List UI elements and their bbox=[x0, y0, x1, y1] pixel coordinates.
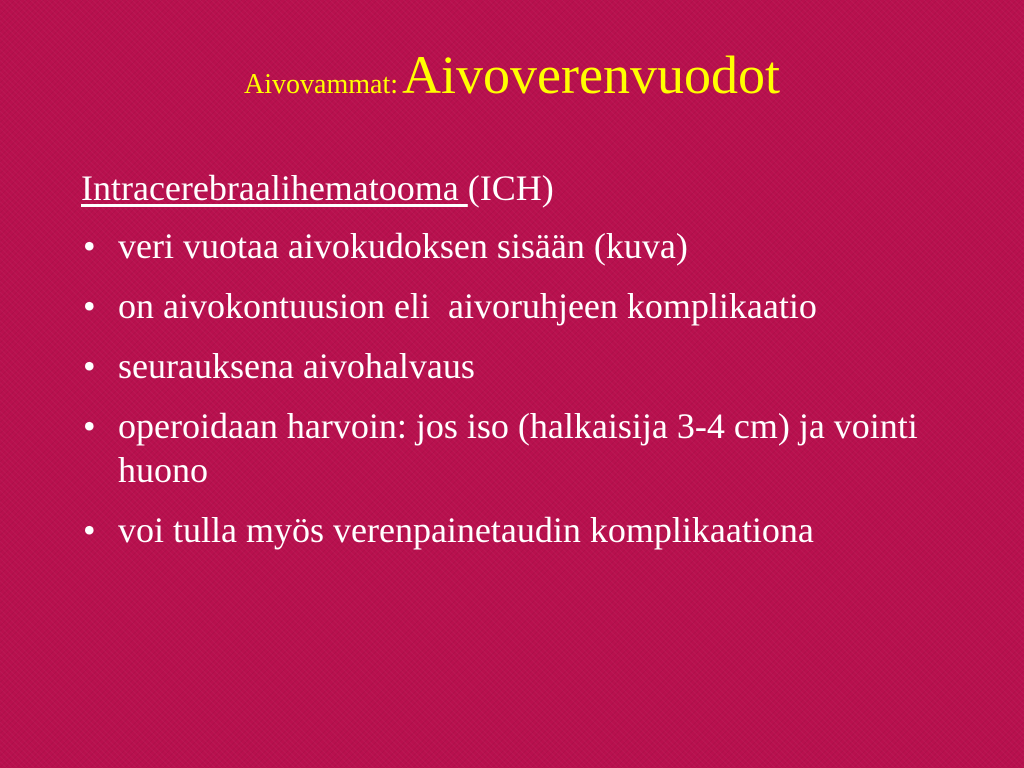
slide-body bbox=[81, 166, 921, 568]
list-item bbox=[81, 404, 921, 492]
heading-abbreviation: (ICH) bbox=[467, 168, 554, 208]
bullet-icon: • bbox=[83, 226, 96, 266]
list-item bbox=[81, 344, 921, 388]
title-main: Aivoverenvuodot bbox=[402, 45, 780, 105]
bullet-text: seurauksena aivohalvaus bbox=[118, 346, 475, 386]
bullet-icon: • bbox=[83, 346, 96, 386]
bullet-text: on aivokontuusion eli aivoruhjeen komplikaatio bbox=[118, 286, 817, 326]
heading-term: Intracerebraalihematooma bbox=[81, 168, 468, 208]
list-item bbox=[81, 284, 921, 328]
slide-title bbox=[0, 44, 1024, 106]
title-prefix: Aivovammat: bbox=[244, 69, 399, 100]
bullet-list bbox=[81, 224, 921, 552]
list-item bbox=[81, 224, 921, 268]
bullet-icon: • bbox=[83, 406, 96, 446]
list-item bbox=[81, 508, 921, 552]
bullet-icon: • bbox=[83, 286, 96, 326]
bullet-text: veri vuotaa aivokudoksen sisään (kuva) bbox=[118, 226, 688, 266]
bullet-text: operoidaan harvoin: jos iso (halkaisija 3-4 cm) ja vointi huono bbox=[118, 406, 918, 490]
bullet-text: voi tulla myös verenpainetaudin komplikaationa bbox=[118, 510, 814, 550]
section-heading bbox=[81, 166, 921, 210]
bullet-icon: • bbox=[83, 510, 96, 550]
